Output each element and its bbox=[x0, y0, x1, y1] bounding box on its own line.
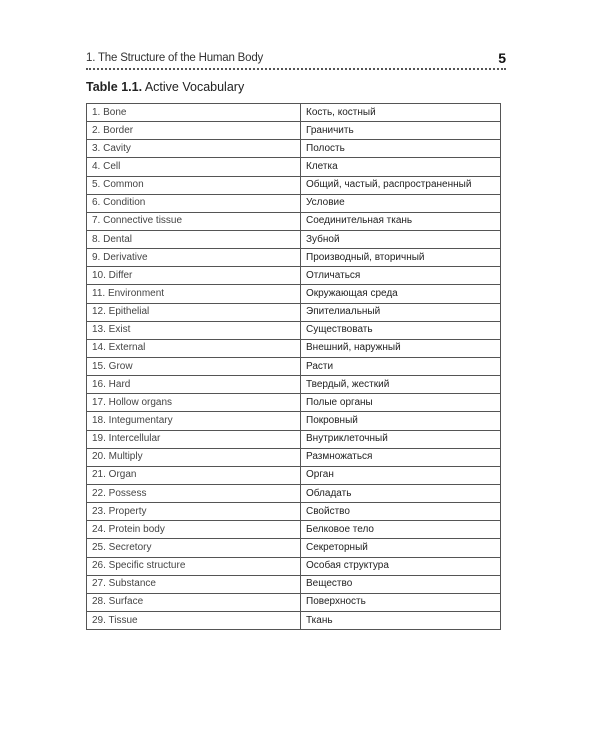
english-term-cell: 18. Integumentary bbox=[87, 412, 301, 430]
russian-translation-cell: Отличаться bbox=[301, 267, 501, 285]
english-term-cell: 3. Cavity bbox=[87, 140, 301, 158]
english-term-cell: 17. Hollow organs bbox=[87, 394, 301, 412]
table-row bbox=[87, 303, 501, 321]
russian-translation-cell: Существовать bbox=[301, 321, 501, 339]
table-caption-title: Active Vocabulary bbox=[144, 80, 245, 94]
english-term-cell: 24. Protein body bbox=[87, 521, 301, 539]
table-row bbox=[87, 230, 501, 248]
table-row bbox=[87, 448, 501, 466]
table-row bbox=[87, 122, 501, 140]
russian-translation-cell: Производный, вторичный bbox=[301, 249, 501, 267]
russian-translation-cell: Твердый, жесткий bbox=[301, 376, 501, 394]
russian-translation-cell: Граничить bbox=[301, 122, 501, 140]
english-term-cell: 7. Connective tissue bbox=[87, 212, 301, 230]
english-term-cell: 29. Tissue bbox=[87, 611, 301, 629]
table-row bbox=[87, 593, 501, 611]
english-term-cell: 10. Differ bbox=[87, 267, 301, 285]
english-term-cell: 4. Cell bbox=[87, 158, 301, 176]
russian-translation-cell: Условие bbox=[301, 194, 501, 212]
table-row bbox=[87, 430, 501, 448]
russian-translation-cell: Зубной bbox=[301, 230, 501, 248]
russian-translation-cell: Белковое тело bbox=[301, 521, 501, 539]
table-row bbox=[87, 357, 501, 375]
russian-translation-cell: Свойство bbox=[301, 503, 501, 521]
russian-translation-cell: Поверхность bbox=[301, 593, 501, 611]
table-row bbox=[87, 104, 501, 122]
table-caption bbox=[86, 80, 244, 94]
english-term-cell: 26. Specific structure bbox=[87, 557, 301, 575]
english-term-cell: 23. Property bbox=[87, 503, 301, 521]
dotted-divider bbox=[86, 68, 506, 70]
russian-translation-cell: Покровный bbox=[301, 412, 501, 430]
table-row bbox=[87, 339, 501, 357]
chapter-title: 1. The Structure of the Human Body bbox=[86, 52, 264, 64]
russian-translation-cell: Полость bbox=[301, 140, 501, 158]
english-term-cell: 21. Organ bbox=[87, 466, 301, 484]
english-term-cell: 12. Epithelial bbox=[87, 303, 301, 321]
page-number: 5 bbox=[498, 50, 506, 66]
russian-translation-cell: Полые органы bbox=[301, 394, 501, 412]
table-row bbox=[87, 521, 501, 539]
english-term-cell: 14. External bbox=[87, 339, 301, 357]
russian-translation-cell: Размножаться bbox=[301, 448, 501, 466]
russian-translation-cell: Орган bbox=[301, 466, 501, 484]
vocabulary-table-body bbox=[87, 104, 501, 630]
table-row bbox=[87, 611, 501, 629]
english-term-cell: 9. Derivative bbox=[87, 249, 301, 267]
table-row bbox=[87, 539, 501, 557]
running-header bbox=[86, 50, 506, 68]
table-row bbox=[87, 321, 501, 339]
table-row bbox=[87, 267, 501, 285]
russian-translation-cell: Расти bbox=[301, 357, 501, 375]
table-row bbox=[87, 412, 501, 430]
english-term-cell: 13. Exist bbox=[87, 321, 301, 339]
english-term-cell: 27. Substance bbox=[87, 575, 301, 593]
table-row bbox=[87, 158, 501, 176]
table-row bbox=[87, 140, 501, 158]
table-row bbox=[87, 285, 501, 303]
russian-translation-cell: Соединительная ткань bbox=[301, 212, 501, 230]
russian-translation-cell: Клетка bbox=[301, 158, 501, 176]
english-term-cell: 2. Border bbox=[87, 122, 301, 140]
vocabulary-table bbox=[86, 103, 501, 630]
table-row bbox=[87, 557, 501, 575]
english-term-cell: 25. Secretory bbox=[87, 539, 301, 557]
english-term-cell: 11. Environment bbox=[87, 285, 301, 303]
russian-translation-cell: Вещество bbox=[301, 575, 501, 593]
russian-translation-cell: Обладать bbox=[301, 484, 501, 502]
russian-translation-cell: Внешний, наружный bbox=[301, 339, 501, 357]
table-row bbox=[87, 212, 501, 230]
russian-translation-cell: Кость, костный bbox=[301, 104, 501, 122]
english-term-cell: 16. Hard bbox=[87, 376, 301, 394]
table-row bbox=[87, 194, 501, 212]
table-row bbox=[87, 503, 501, 521]
english-term-cell: 20. Multiply bbox=[87, 448, 301, 466]
table-row bbox=[87, 575, 501, 593]
table-row bbox=[87, 249, 501, 267]
english-term-cell: 19. Intercellular bbox=[87, 430, 301, 448]
russian-translation-cell: Окружающая среда bbox=[301, 285, 501, 303]
russian-translation-cell: Ткань bbox=[301, 611, 501, 629]
english-term-cell: 22. Possess bbox=[87, 484, 301, 502]
english-term-cell: 28. Surface bbox=[87, 593, 301, 611]
table-caption-label: Table 1.1. bbox=[86, 80, 143, 94]
english-term-cell: 6. Condition bbox=[87, 194, 301, 212]
table-row bbox=[87, 466, 501, 484]
english-term-cell: 5. Common bbox=[87, 176, 301, 194]
table-row bbox=[87, 394, 501, 412]
russian-translation-cell: Секреторный bbox=[301, 539, 501, 557]
table-row bbox=[87, 176, 501, 194]
russian-translation-cell: Эпителиальный bbox=[301, 303, 501, 321]
english-term-cell: 15. Grow bbox=[87, 357, 301, 375]
table-row bbox=[87, 376, 501, 394]
russian-translation-cell: Общий, частый, распространенный bbox=[301, 176, 501, 194]
russian-translation-cell: Внутриклеточный bbox=[301, 430, 501, 448]
table-row bbox=[87, 484, 501, 502]
english-term-cell: 8. Dental bbox=[87, 230, 301, 248]
english-term-cell: 1. Bone bbox=[87, 104, 301, 122]
russian-translation-cell: Особая структура bbox=[301, 557, 501, 575]
